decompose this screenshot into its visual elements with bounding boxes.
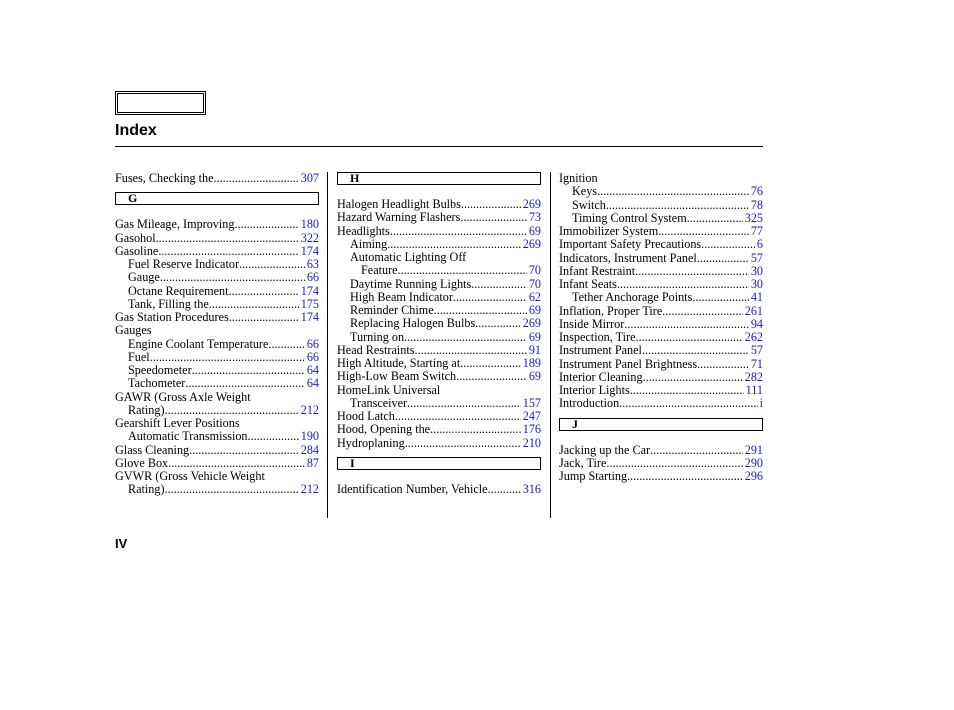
entry-label: Inflation, Proper Tire (559, 304, 663, 318)
entry-label: Gas Station Procedures (115, 311, 229, 324)
index-entry[interactable] (337, 198, 541, 211)
leader-dots (239, 258, 305, 271)
leader-dots (453, 291, 527, 304)
page-link[interactable]: 76 (750, 185, 763, 199)
index-entry[interactable] (337, 317, 541, 330)
index-entry[interactable] (559, 397, 763, 410)
page-link[interactable]: 64 (306, 377, 319, 391)
index-entry[interactable] (559, 331, 763, 344)
index-heading (115, 391, 319, 404)
index-entry[interactable] (115, 457, 319, 470)
leader-dots (192, 364, 305, 377)
index-entry[interactable] (559, 371, 763, 384)
leader-dots (461, 198, 521, 211)
page-link[interactable]: 63 (306, 258, 319, 271)
index-entry[interactable] (115, 232, 319, 245)
leader-dots (662, 305, 742, 318)
page-link[interactable]: 77 (750, 225, 763, 238)
index-entry[interactable] (115, 218, 319, 231)
index-entry[interactable] (559, 384, 763, 397)
index-entry[interactable] (559, 344, 763, 357)
entry-label: Reminder Chime (350, 304, 434, 317)
entry-label: Gasoline (115, 244, 159, 258)
index-entry[interactable] (337, 331, 541, 344)
leader-dots (209, 298, 299, 311)
index-entry[interactable] (115, 172, 319, 185)
index-entry[interactable] (337, 264, 541, 277)
leader-dots (395, 410, 521, 423)
entry-label: HomeLink Universal (337, 383, 441, 397)
page-link[interactable]: 247 (522, 410, 541, 423)
section-letter-header: H (337, 172, 541, 185)
entry-label: Indicators, Instrument Panel (559, 251, 697, 265)
entry-label: Jump Starting (559, 470, 628, 483)
page-link[interactable]: 307 (300, 172, 319, 185)
index-column-2 (337, 172, 541, 496)
entry-label: Tank, Filling the (128, 297, 209, 311)
page-link[interactable]: 190 (300, 430, 319, 444)
index-entry[interactable] (559, 265, 763, 278)
column-divider (550, 172, 551, 518)
page-link[interactable]: 176 (522, 423, 541, 437)
page-link[interactable]: 91 (528, 343, 541, 357)
page-link[interactable]: 66 (306, 337, 319, 351)
entry-label: Gauges (115, 324, 152, 338)
index-entry[interactable] (337, 344, 541, 357)
leader-dots (398, 264, 527, 277)
page-link[interactable]: 212 (300, 483, 319, 497)
leader-dots (415, 344, 527, 357)
index-entry[interactable] (337, 225, 541, 238)
index-entry[interactable] (337, 291, 541, 304)
entry-label: Timing Control System (572, 211, 687, 225)
index-heading (559, 172, 763, 185)
index-entry[interactable] (559, 305, 763, 318)
leader-dots (248, 430, 299, 443)
page-link[interactable]: 269 (522, 317, 541, 331)
leader-dots (434, 304, 527, 317)
index-entry[interactable] (559, 444, 763, 457)
entry-label: High-Low Beam Switch (337, 370, 457, 384)
entry-label: Gas Mileage, Improving (115, 218, 235, 232)
leader-dots (390, 225, 527, 238)
entry-label: Aiming (350, 237, 388, 251)
leader-dots (214, 172, 299, 185)
title-rule (115, 146, 763, 147)
column-divider (327, 172, 328, 518)
page-link[interactable]: 180 (300, 218, 319, 232)
leader-dots (165, 483, 299, 496)
index-entry[interactable] (559, 225, 763, 238)
index-entry[interactable] (337, 397, 541, 410)
leader-dots (606, 457, 742, 470)
entry-label: Automatic Lighting Off (350, 251, 467, 264)
page-link[interactable]: 174 (300, 284, 319, 298)
leader-dots (158, 245, 298, 258)
entry-label: Rating) (128, 403, 165, 417)
page-link[interactable]: 325 (744, 211, 763, 225)
leader-dots (692, 291, 748, 304)
entry-label: Glass Cleaning (115, 443, 190, 457)
entry-label: Feature (361, 264, 398, 278)
leader-dots (635, 265, 749, 278)
leader-dots (475, 317, 520, 330)
entry-label: Immobilizer System (559, 225, 659, 238)
leader-dots (150, 351, 305, 364)
page-link[interactable]: 212 (300, 403, 319, 417)
entry-label: GAWR (Gross Axle Weight (115, 390, 251, 404)
leader-dots (697, 252, 749, 265)
index-entry[interactable] (337, 357, 541, 370)
page-link[interactable]: 30 (750, 264, 763, 278)
entry-label: Hood Latch (337, 410, 395, 423)
entry-label: Speedometer (128, 364, 192, 377)
page-link[interactable]: 269 (522, 237, 541, 251)
entry-label: Gearshift Lever Positions (115, 417, 240, 430)
page-link[interactable]: 57 (750, 344, 763, 358)
index-entry[interactable] (559, 457, 763, 470)
index-entry[interactable] (559, 212, 763, 225)
leader-dots (430, 423, 521, 436)
index-heading (115, 324, 319, 337)
index-entry[interactable] (337, 238, 541, 251)
entry-label: Interior Cleaning (559, 370, 643, 384)
page-link[interactable]: 290 (744, 456, 763, 470)
index-entry[interactable] (115, 338, 319, 351)
page-link[interactable]: 6 (756, 238, 763, 252)
index-entry[interactable] (337, 370, 541, 383)
entry-label: Identification Number, Vehicle (337, 482, 488, 496)
entry-label: High Beam Indicator (350, 290, 453, 304)
entry-label: Inspection, Tire (559, 331, 636, 344)
leader-dots (268, 338, 304, 351)
section-letter-header: G (115, 192, 319, 205)
leader-dots (234, 218, 298, 231)
entry-label: Inside Mirror (559, 317, 625, 331)
leader-dots (630, 384, 744, 397)
index-entry[interactable] (115, 430, 319, 443)
index-entry[interactable] (559, 185, 763, 198)
page-link[interactable]: 87 (306, 456, 319, 470)
page-link[interactable]: 291 (744, 443, 763, 457)
entry-label: Infant Restraint (559, 264, 636, 278)
leader-dots (643, 371, 743, 384)
leader-dots (488, 483, 521, 496)
leader-dots (165, 404, 299, 417)
index-heading (337, 384, 541, 397)
leader-dots (624, 318, 748, 331)
entry-label: Hydroplaning (337, 436, 405, 450)
page-link[interactable]: 64 (306, 364, 319, 377)
index-entry[interactable] (559, 199, 763, 212)
index-column-1 (115, 172, 319, 497)
leader-dots (407, 397, 521, 410)
entry-label: Automatic Transmission (128, 430, 248, 444)
leader-dots (617, 278, 749, 291)
index-entry[interactable] (115, 364, 319, 377)
leader-dots (627, 470, 743, 483)
page-link[interactable]: 157 (522, 396, 541, 410)
leader-dots (156, 232, 299, 245)
page-number: IV (115, 536, 128, 551)
leader-dots (597, 185, 749, 198)
page-link[interactable]: 189 (522, 357, 541, 370)
entry-label: Rating) (128, 483, 165, 497)
index-entry[interactable] (115, 258, 319, 271)
index-entry[interactable] (337, 483, 541, 496)
entry-label: Jack, Tire (559, 456, 607, 470)
index-heading (115, 417, 319, 430)
index-column-3 (559, 172, 763, 483)
page-link[interactable]: 57 (750, 251, 763, 265)
index-entry[interactable] (559, 358, 763, 371)
page-link[interactable]: 111 (745, 384, 763, 397)
page-link[interactable]: 41 (750, 291, 763, 305)
index-entry[interactable] (115, 351, 319, 364)
index-entry[interactable] (115, 245, 319, 258)
leader-dots (160, 271, 305, 284)
page-link[interactable]: 94 (750, 317, 763, 331)
leader-dots (456, 370, 527, 383)
leader-dots (471, 278, 527, 291)
entry-label: Hazard Warning Flashers (337, 211, 461, 225)
index-entry[interactable] (559, 470, 763, 483)
index-entry[interactable] (559, 252, 763, 265)
index-entry[interactable] (337, 304, 541, 317)
index-entry[interactable] (337, 437, 541, 450)
entry-label: High Altitude, Starting at (337, 357, 461, 370)
index-entry[interactable] (115, 377, 319, 390)
page-link[interactable]: 69 (528, 224, 541, 238)
page-link[interactable]: 70 (528, 264, 541, 278)
page-link[interactable]: 71 (750, 357, 763, 371)
page-link[interactable]: 70 (528, 277, 541, 291)
index-entry[interactable] (115, 483, 319, 496)
page-link[interactable]: 78 (750, 198, 763, 212)
page-link[interactable]: 69 (528, 370, 541, 384)
leader-dots (404, 331, 527, 344)
index-entry[interactable] (115, 285, 319, 298)
section-letter-header: J (559, 418, 763, 431)
index-entry[interactable] (115, 444, 319, 457)
section-letter-header: I (337, 457, 541, 470)
leader-dots (229, 311, 299, 324)
leader-dots (405, 437, 521, 450)
page-link[interactable]: 269 (522, 198, 541, 211)
leader-dots (642, 344, 749, 357)
entry-label: Glove Box (115, 456, 169, 470)
page-link[interactable]: 316 (522, 482, 541, 496)
entry-label: Switch (572, 198, 606, 212)
leader-dots (387, 238, 520, 251)
leader-dots (636, 331, 743, 344)
leader-dots (229, 285, 299, 298)
page-link[interactable]: 174 (300, 311, 319, 324)
entry-label: Gasohol (115, 231, 156, 245)
page-link[interactable]: i (759, 397, 763, 411)
entry-label: Head Restraints (337, 343, 415, 357)
leader-dots (460, 211, 526, 224)
index-entry[interactable] (115, 311, 319, 324)
entry-label: Octane Requirement (128, 284, 229, 298)
entry-label: Fuel (128, 350, 150, 364)
leader-dots (619, 397, 757, 410)
page-link[interactable]: 62 (528, 290, 541, 304)
page-link[interactable]: 210 (522, 436, 541, 450)
entry-label: Important Safety Precautions (559, 238, 702, 252)
entry-label: Ignition (559, 172, 598, 185)
leader-dots (687, 212, 743, 225)
entry-label: Transceiver (350, 396, 408, 410)
index-entry[interactable] (337, 211, 541, 224)
index-heading (115, 470, 319, 483)
entry-label: Fuel Reserve Indicator (128, 258, 240, 271)
index-entry[interactable] (337, 278, 541, 291)
index-heading (337, 251, 541, 264)
index-entry[interactable] (559, 291, 763, 304)
entry-label: Halogen Headlight Bulbs (337, 198, 461, 211)
page-link[interactable]: 175 (300, 297, 319, 311)
page-link[interactable]: 262 (744, 331, 763, 344)
entry-label: Replacing Halogen Bulbs (350, 317, 476, 331)
entry-label: Instrument Panel (559, 344, 642, 358)
page-link[interactable]: 69 (528, 304, 541, 317)
index-entry[interactable] (115, 271, 319, 284)
leader-dots (658, 225, 749, 238)
page-link[interactable]: 174 (300, 244, 319, 258)
index-entry[interactable] (559, 318, 763, 331)
index-entry[interactable] (337, 410, 541, 423)
leader-dots (697, 358, 749, 371)
page-link[interactable]: 73 (528, 211, 541, 225)
entry-label: Engine Coolant Temperature (128, 337, 269, 351)
entry-label: Turning on (350, 330, 405, 344)
page-link[interactable]: 282 (744, 370, 763, 384)
leader-dots (189, 444, 299, 457)
page-link[interactable]: 66 (306, 350, 319, 364)
entry-label: Interior Lights (559, 384, 630, 397)
page-title: Index (115, 122, 157, 139)
entry-label: Headlights (337, 224, 390, 238)
index-entry[interactable] (337, 423, 541, 436)
page-link[interactable]: 284 (300, 443, 319, 457)
index-entry[interactable] (115, 404, 319, 417)
leader-dots (701, 238, 755, 251)
leader-dots (650, 444, 743, 457)
entry-label: Infant Seats (559, 278, 617, 291)
leader-dots (460, 357, 520, 370)
entry-label: Fuses, Checking the (115, 172, 214, 185)
entry-label: Jacking up the Car (559, 443, 651, 457)
page-link[interactable]: 66 (306, 271, 319, 285)
entry-label: Hood, Opening the (337, 423, 431, 437)
page-link[interactable]: 69 (528, 330, 541, 344)
section-tab-box (115, 91, 206, 115)
page-link[interactable]: 296 (744, 470, 763, 483)
leader-dots (168, 457, 305, 470)
entry-label: Instrument Panel Brightness (559, 357, 698, 371)
page-link[interactable]: 30 (750, 278, 763, 291)
entry-label: Keys (572, 185, 598, 199)
leader-dots (606, 199, 749, 212)
page-link[interactable]: 261 (744, 304, 763, 318)
entry-label: Daytime Running Lights (350, 277, 472, 291)
entry-label: Gauge (128, 271, 160, 285)
page-link[interactable]: 322 (300, 231, 319, 245)
leader-dots (185, 377, 304, 390)
index-entry[interactable] (559, 238, 763, 251)
index-entry[interactable] (559, 278, 763, 291)
entry-label: GVWR (Gross Vehicle Weight (115, 470, 265, 483)
entry-label: Tachometer (128, 377, 186, 391)
index-entry[interactable] (115, 298, 319, 311)
entry-label: Introduction (559, 397, 620, 411)
entry-label: Tether Anchorage Points (572, 291, 693, 305)
